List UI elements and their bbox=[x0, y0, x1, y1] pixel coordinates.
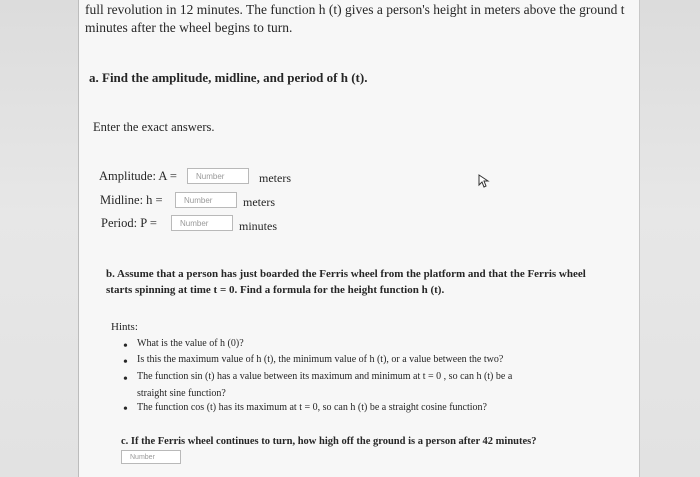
intro-line-1: full revolution in 12 minutes. The function h (t) gives a person's height in meters above the ground t bbox=[85, 2, 625, 17]
period-input[interactable]: Number bbox=[171, 215, 233, 231]
hint-item-1: What is the value of h (0)? bbox=[137, 338, 244, 349]
hint-item-3-cont: straight sine function? bbox=[137, 388, 226, 399]
bullet-icon: • bbox=[123, 402, 128, 417]
instruction-text: Enter the exact answers. bbox=[93, 120, 215, 134]
amplitude-unit: meters bbox=[259, 171, 291, 185]
amplitude-label: Amplitude: A = bbox=[99, 169, 177, 183]
part-a-question: a. Find the amplitude, midline, and period of h (t). bbox=[89, 70, 368, 85]
part-c-input[interactable]: Number bbox=[121, 450, 181, 464]
midline-label: Midline: h = bbox=[100, 193, 163, 207]
midline-unit: meters bbox=[243, 195, 275, 209]
amplitude-input[interactable]: Number bbox=[187, 168, 249, 184]
intro-line-2: minutes after the wheel begins to turn. bbox=[85, 20, 293, 35]
hint-item-4: The function cos (t) has its maximum at t = 0, so can h (t) be a straight cosine function? bbox=[137, 402, 487, 413]
bullet-icon: • bbox=[123, 339, 128, 354]
midline-input[interactable]: Number bbox=[175, 192, 237, 208]
bullet-icon: • bbox=[123, 372, 128, 387]
period-label: Period: P = bbox=[101, 216, 157, 230]
hint-item-3: The function sin (t) has a value between its maximum and minimum at t = 0 , so can h (t) be a bbox=[137, 371, 513, 382]
bullet-icon: • bbox=[123, 355, 128, 370]
part-b-line-2: starts spinning at time t = 0. Find a formula for the height function h (t). bbox=[106, 284, 445, 296]
hint-item-2: Is this the maximum value of h (t), the minimum value of h (t), or a value between the two? bbox=[137, 354, 504, 365]
part-b-line-1: b. Assume that a person has just boarded the Ferris wheel from the platform and that the Ferris wheel bbox=[106, 268, 586, 280]
period-unit: minutes bbox=[239, 219, 277, 233]
part-c-question: c. If the Ferris wheel continues to turn, how high off the ground is a person after 42 minutes? bbox=[121, 436, 537, 447]
hints-title: Hints: bbox=[111, 321, 138, 333]
worksheet-page bbox=[78, 0, 640, 477]
mouse-pointer-icon bbox=[478, 174, 490, 193]
